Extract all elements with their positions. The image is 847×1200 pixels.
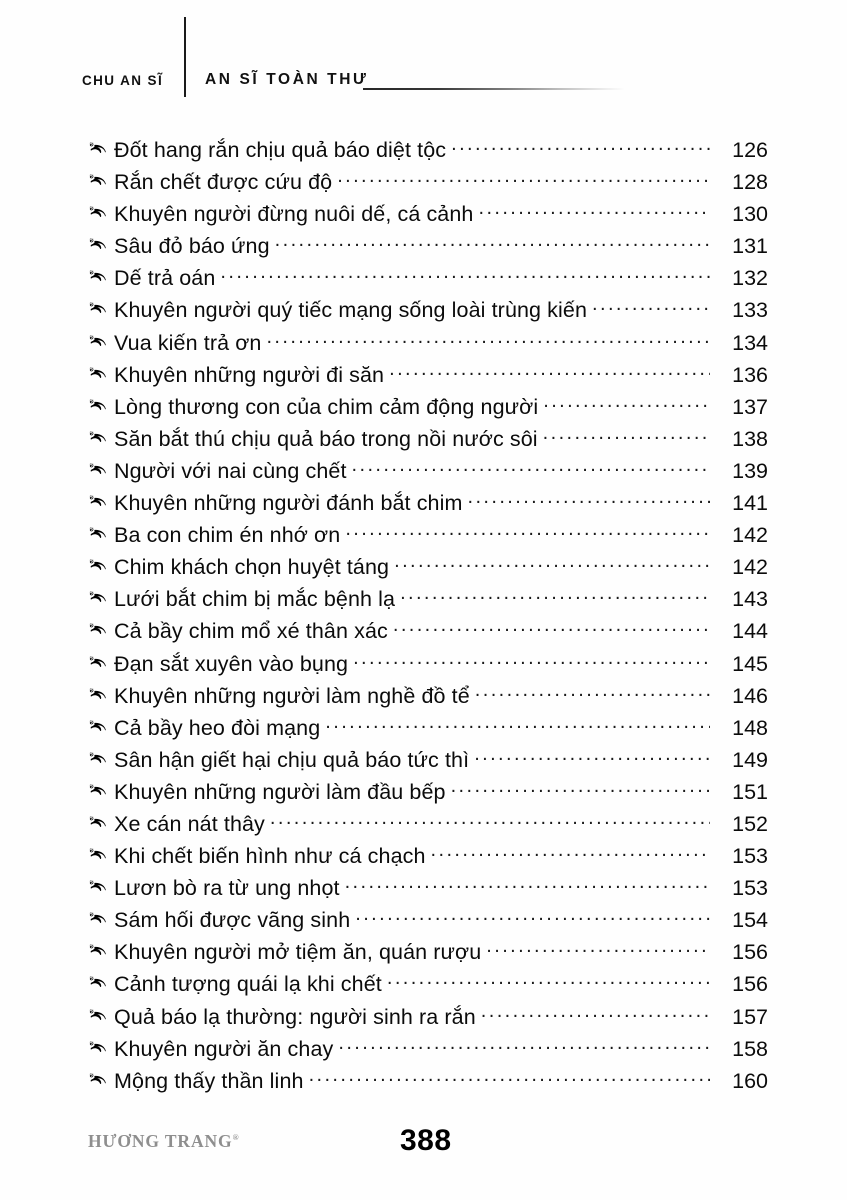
leaf-fleuron-icon: [88, 427, 114, 445]
leaf-fleuron-icon: [88, 716, 114, 734]
toc-entry-page-number: 153: [732, 844, 768, 869]
toc-dot-leader: [478, 200, 710, 221]
toc-entry-page-number: 154: [732, 908, 768, 933]
toc-dot-leader: [543, 393, 710, 414]
toc-entry-title: Cả bầy heo đòi mạng: [114, 715, 321, 740]
header-author-name: CHU AN SĨ: [82, 73, 164, 88]
leaf-fleuron-icon: [88, 298, 114, 316]
toc-entry-page-number: 126: [732, 138, 768, 162]
toc-entry-page-number: 158: [732, 1036, 768, 1061]
toc-entry[interactable]: [88, 1035, 768, 1067]
leaf-fleuron-icon: [88, 972, 114, 990]
toc-entry-title: Khi chết biến hình như cá chạch: [114, 844, 426, 869]
toc-entry-title: Đạn sắt xuyên vào bụng: [114, 651, 349, 676]
toc-entry-page-number: 142: [732, 555, 768, 580]
toc-entry-title: Cảnh tượng quái lạ khi chết: [114, 972, 382, 997]
toc-entry-page-number: 142: [732, 523, 768, 548]
toc-entry-title: Lòng thương con của chim cảm động người: [114, 394, 539, 419]
toc-entry-page-number: 160: [732, 1068, 768, 1093]
toc-entry-title: Khuyên người mở tiệm ăn, quán rượu: [114, 940, 482, 965]
toc-entry-title: Lươn bò ra từ ung nhọt: [114, 876, 340, 901]
page-header: [0, 0, 847, 120]
header-horizontal-rule: [363, 88, 625, 90]
toc-entry[interactable]: [88, 938, 768, 970]
toc-dot-leader: [220, 264, 710, 285]
toc-entry-page-number: 143: [732, 587, 768, 612]
toc-entry-page-number: 141: [732, 491, 768, 516]
toc-entry-title: Mộng thấy thần linh: [114, 1068, 304, 1093]
toc-entry-page-number: 137: [732, 394, 768, 419]
toc-dot-leader: [468, 489, 710, 510]
leaf-fleuron-icon: [88, 395, 114, 413]
leaf-fleuron-icon: [88, 652, 114, 670]
toc-entry[interactable]: [88, 585, 768, 617]
table-of-contents-list: [88, 136, 768, 1099]
toc-entry-title: Xe cán nát thây: [114, 811, 265, 836]
toc-entry-title: Chim khách chọn huyệt táng: [114, 555, 390, 580]
toc-dot-leader: [275, 232, 710, 253]
toc-entry[interactable]: [88, 650, 768, 682]
toc-entry-page-number: 130: [732, 202, 768, 227]
toc-entry-title: Rắn chết được cứu độ: [114, 170, 333, 195]
toc-entry[interactable]: [88, 264, 768, 296]
publisher-logo-text: HƯƠNG TRANG: [88, 1131, 233, 1151]
toc-entry-page-number: 145: [732, 651, 768, 676]
toc-entry-title: Khuyên người đừng nuôi dế, cá cảnh: [114, 202, 474, 227]
toc-entry-page-number: 149: [732, 747, 768, 772]
leaf-fleuron-icon: [88, 684, 114, 702]
toc-dot-leader: [387, 970, 710, 991]
toc-entry-title: Khuyên những người làm đầu bếp: [114, 779, 446, 804]
leaf-fleuron-icon: [88, 170, 114, 188]
leaf-fleuron-icon: [88, 748, 114, 766]
toc-dot-leader: [389, 361, 710, 382]
toc-entry[interactable]: [88, 906, 768, 938]
toc-entry[interactable]: [88, 746, 768, 778]
registered-trademark-icon: ®: [232, 1133, 239, 1143]
header-vertical-divider: [184, 17, 186, 97]
toc-entry-title: Vua kiến trả ơn: [114, 330, 262, 355]
toc-entry-title: Khuyên những người đi săn: [114, 362, 385, 387]
toc-entry-title: Ba con chim én nhớ ơn: [114, 523, 341, 548]
toc-entry[interactable]: [88, 842, 768, 874]
toc-entry-title: Khuyên người quý tiếc mạng sống loài trùng kiến: [114, 298, 588, 323]
toc-entry-page-number: 148: [732, 715, 768, 740]
toc-entry-title: Dế trả oán: [114, 266, 216, 291]
toc-dot-leader: [337, 168, 710, 189]
toc-entry-title: Khuyên những người đánh bắt chim: [114, 491, 463, 516]
leaf-fleuron-icon: [88, 619, 114, 637]
leaf-fleuron-icon: [88, 266, 114, 284]
leaf-fleuron-icon: [88, 363, 114, 381]
toc-entry-title: Săn bắt thú chịu quả báo trong nồi nước sôi: [114, 426, 538, 451]
leaf-fleuron-icon: [88, 1037, 114, 1055]
toc-dot-leader: [325, 714, 710, 735]
toc-dot-leader: [353, 650, 710, 671]
page-number: 388: [400, 1124, 452, 1157]
toc-entry[interactable]: [88, 1003, 768, 1035]
leaf-fleuron-icon: [88, 202, 114, 220]
toc-entry[interactable]: [88, 457, 768, 489]
toc-entry-title: Sâu đỏ báo ứng: [114, 234, 270, 259]
toc-dot-leader: [400, 585, 710, 606]
toc-entry-page-number: 152: [732, 811, 768, 836]
toc-dot-leader: [393, 617, 710, 638]
toc-entry[interactable]: [88, 617, 768, 649]
toc-entry[interactable]: [88, 329, 768, 361]
toc-entry[interactable]: [88, 425, 768, 457]
leaf-fleuron-icon: [88, 523, 114, 541]
toc-entry-title: Khuyên những người làm nghề đồ tể: [114, 683, 470, 708]
toc-entry-page-number: 133: [732, 298, 768, 323]
toc-dot-leader: [431, 842, 710, 863]
leaf-fleuron-icon: [88, 459, 114, 477]
toc-dot-leader: [592, 296, 710, 317]
toc-entry[interactable]: [88, 361, 768, 393]
leaf-fleuron-icon: [88, 331, 114, 349]
header-book-title: AN SĨ TOÀN THƯ: [205, 71, 369, 88]
toc-dot-leader: [355, 906, 710, 927]
toc-dot-leader: [451, 136, 710, 157]
toc-entry-title: Người với nai cùng chết: [114, 458, 347, 483]
toc-dot-leader: [338, 1035, 710, 1056]
toc-dot-leader: [352, 457, 710, 478]
toc-entry[interactable]: [88, 489, 768, 521]
toc-entry-page-number: 144: [732, 619, 768, 644]
page-footer: [0, 1124, 847, 1200]
toc-entry-page-number: 153: [732, 876, 768, 901]
toc-entry-page-number: 131: [732, 234, 768, 259]
leaf-fleuron-icon: [88, 587, 114, 605]
toc-entry[interactable]: [88, 682, 768, 714]
toc-entry-page-number: 157: [732, 1004, 768, 1029]
toc-entry-page-number: 156: [732, 972, 768, 997]
toc-entry-page-number: 134: [732, 330, 768, 355]
toc-dot-leader: [394, 553, 710, 574]
toc-entry[interactable]: [88, 393, 768, 425]
toc-entry-title: Sân hận giết hại chịu quả báo tức thì: [114, 747, 470, 772]
toc-dot-leader: [270, 810, 710, 831]
toc-dot-leader: [486, 938, 710, 959]
toc-dot-leader: [309, 1067, 710, 1088]
toc-entry[interactable]: [88, 521, 768, 553]
toc-entry[interactable]: [88, 200, 768, 232]
toc-entry[interactable]: [88, 970, 768, 1002]
toc-entry-page-number: 136: [732, 362, 768, 387]
toc-entry-title: Cả bầy chim mổ xé thân xác: [114, 619, 388, 644]
toc-entry-page-number: 146: [732, 683, 768, 708]
toc-dot-leader: [451, 778, 710, 799]
toc-dot-leader: [266, 329, 710, 350]
toc-entry[interactable]: [88, 874, 768, 906]
toc-dot-leader: [474, 746, 710, 767]
toc-dot-leader: [345, 874, 710, 895]
leaf-fleuron-icon: [88, 1005, 114, 1023]
toc-entry-page-number: 151: [732, 779, 768, 804]
toc-entry-page-number: 156: [732, 940, 768, 965]
toc-entry-title: Quả báo lạ thường: người sinh ra rắn: [114, 1004, 476, 1029]
toc-entry[interactable]: [88, 553, 768, 585]
toc-entry-page-number: 139: [732, 458, 768, 483]
leaf-fleuron-icon: [88, 780, 114, 798]
toc-dot-leader: [475, 682, 710, 703]
leaf-fleuron-icon: [88, 491, 114, 509]
toc-entry[interactable]: [88, 778, 768, 810]
leaf-fleuron-icon: [88, 138, 114, 156]
toc-entry[interactable]: [88, 1067, 768, 1099]
toc-entry[interactable]: [88, 810, 768, 842]
leaf-fleuron-icon: [88, 1069, 114, 1087]
toc-entry[interactable]: [88, 714, 768, 746]
toc-entry[interactable]: [88, 296, 768, 328]
toc-entry-page-number: 138: [732, 426, 768, 451]
leaf-fleuron-icon: [88, 940, 114, 958]
toc-entry-title: Khuyên người ăn chay: [114, 1036, 334, 1061]
leaf-fleuron-icon: [88, 555, 114, 573]
toc-dot-leader: [345, 521, 710, 542]
leaf-fleuron-icon: [88, 908, 114, 926]
toc-entry-title: Sám hối được vãng sinh: [114, 908, 351, 933]
leaf-fleuron-icon: [88, 812, 114, 830]
leaf-fleuron-icon: [88, 876, 114, 894]
toc-entry[interactable]: [88, 232, 768, 264]
toc-dot-leader: [543, 425, 710, 446]
toc-dot-leader: [481, 1003, 710, 1024]
toc-entry-title: Lưới bắt chim bị mắc bệnh lạ: [114, 587, 396, 612]
toc-entry[interactable]: [88, 136, 768, 168]
toc-entry-page-number: 132: [732, 266, 768, 291]
toc-entry-page-number: 128: [732, 170, 768, 195]
publisher-logo: [88, 1131, 239, 1152]
leaf-fleuron-icon: [88, 234, 114, 252]
leaf-fleuron-icon: [88, 844, 114, 862]
toc-entry[interactable]: [88, 168, 768, 200]
toc-entry-title: Đốt hang rắn chịu quả báo diệt tộc: [114, 138, 447, 162]
